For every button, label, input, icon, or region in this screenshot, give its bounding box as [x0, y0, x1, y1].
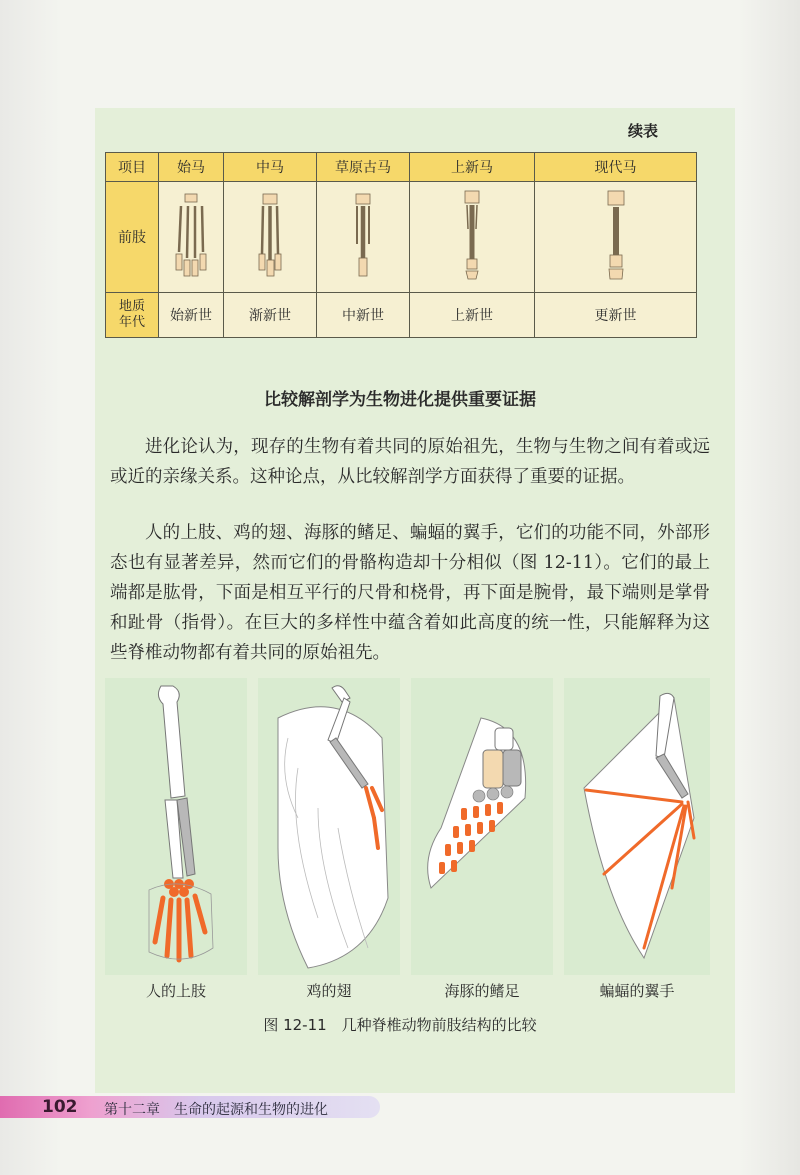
caption-bat: 蝙蝠的翼手 [599, 982, 675, 1000]
table-header-equus: 现代马 [535, 153, 697, 182]
chapter-footer [104, 1099, 328, 1119]
figure-panel-human [105, 678, 247, 975]
figure-panel-chicken [258, 678, 400, 975]
figure-panel-bat [564, 678, 710, 975]
chapter-number: 第十二章 [104, 1102, 160, 1118]
age-equus: 更新世 [535, 293, 697, 338]
page-number: 102 [42, 1097, 78, 1117]
figure-title: 图 12-11 几种脊椎动物前肢结构的比较 [263, 1016, 537, 1034]
forelimb-pliohippus [410, 182, 535, 293]
paragraph-2: 人的上肢、鸡的翅、海豚的鳍足、蝙蝠的翼手，它们的功能不同，外部形态也有显著差异，然而它们的骨骼构造却十分相似（图 12-11）。它们的最上端都是肱骨，下面是相互平行的尺骨和桡骨，再下面是腕骨，最下端则是掌骨和趾骨（指骨）。在巨大的多样性中蕴含着如此高度的统一性，只能解释为这些脊椎动物都有着共同的原始祖先。 [110, 523, 710, 663]
paragraph-1: 进化论认为，现存的生物有着共同的原始祖先，生物与生物之间有着或远或近的亲缘关系。这种论点，从比较解剖学方面获得了重要的证据。 [110, 437, 710, 487]
bat-wing-illustration [564, 678, 710, 975]
table-header-pliohippus: 上新马 [410, 153, 535, 182]
continued-label: 续表 [628, 122, 659, 140]
figure-panel-dolphin [411, 678, 553, 975]
geologic-age-label-line1: 地质 [118, 299, 145, 314]
table-header-row [106, 153, 697, 182]
table-row-geologic-age [106, 293, 697, 338]
table-header-mesohippus: 中马 [224, 153, 317, 182]
forelimb-eohippus [159, 182, 224, 293]
age-pliohippus: 上新世 [410, 293, 535, 338]
table-header-eohippus: 始马 [159, 153, 224, 182]
chicken-wing-illustration [258, 678, 400, 975]
table-header-item: 项目 [106, 153, 159, 182]
geologic-age-label-line2: 年代 [118, 315, 145, 330]
dolphin-flipper-illustration [411, 678, 553, 975]
forelimb-mesohippus [224, 182, 317, 293]
age-mesohippus: 渐新世 [224, 293, 317, 338]
paragraph-2-block [110, 518, 710, 668]
caption-dolphin: 海豚的鳍足 [444, 982, 520, 1000]
table-header-merychippus: 草原古马 [317, 153, 410, 182]
forelimb-equus [535, 182, 697, 293]
human-arm-illustration [105, 678, 247, 975]
forelimb-pliohippus-illustration [452, 189, 492, 281]
horse-evolution-table [105, 152, 697, 338]
chapter-title: 生命的起源和生物的进化 [174, 1102, 328, 1118]
age-merychippus: 中新世 [317, 293, 410, 338]
forelimb-mesohippus-illustration [250, 192, 290, 278]
forelimb-equus-illustration [596, 189, 636, 281]
table-row-forelimb [106, 182, 697, 293]
section-heading: 比较解剖学为生物进化提供重要证据 [264, 390, 536, 410]
forelimb-eohippus-illustration [171, 192, 211, 278]
forelimb-merychippus-illustration [343, 192, 383, 278]
paragraph-1-block [110, 432, 710, 492]
age-eohippus: 始新世 [159, 293, 224, 338]
caption-chicken: 鸡的翅 [306, 982, 352, 1000]
geologic-age-label [106, 293, 159, 338]
caption-human: 人的上肢 [145, 982, 206, 1000]
forelimb-merychippus [317, 182, 410, 293]
forelimb-label: 前肢 [106, 182, 159, 293]
